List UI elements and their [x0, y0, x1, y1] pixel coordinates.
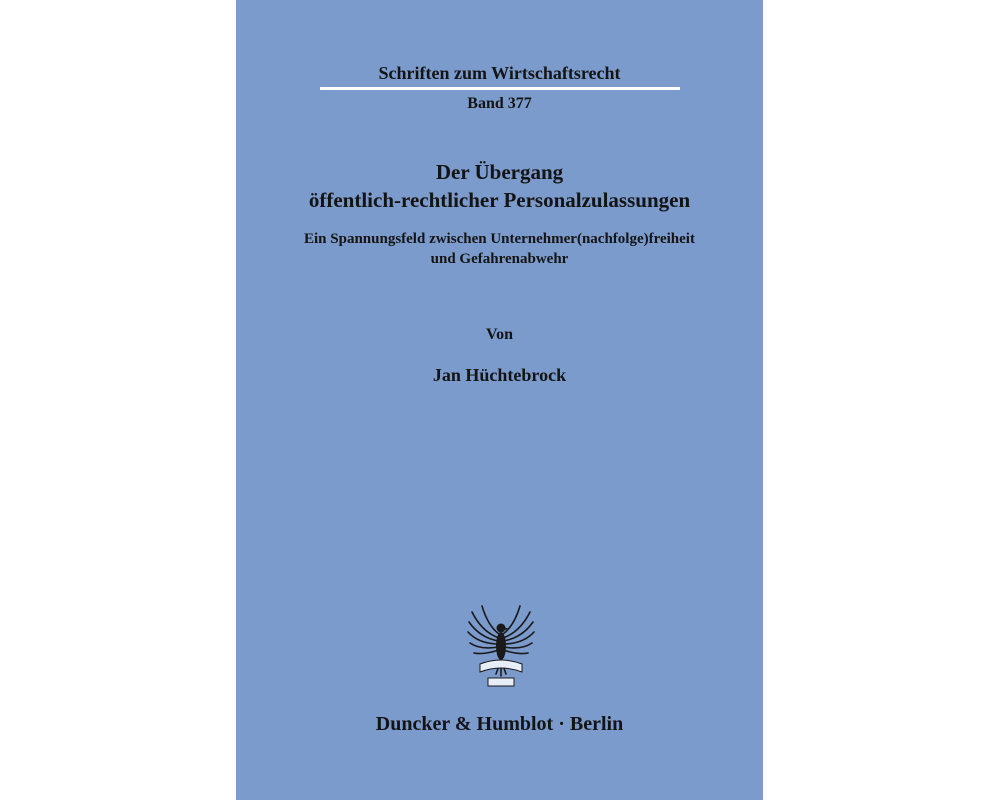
- book-subtitle-line-1: Ein Spannungsfeld zwischen Unternehmer(nachfolge)freiheit: [304, 231, 695, 247]
- publisher-eagle-icon: [466, 598, 536, 690]
- by-label: Von: [486, 326, 513, 343]
- book-cover: [236, 0, 763, 800]
- series-title: Schriften zum Wirtschaftsrecht: [378, 63, 621, 83]
- publisher-imprint: Duncker & Humblot · Berlin: [375, 713, 624, 735]
- volume-number: Band 377: [467, 95, 532, 112]
- book-subtitle-line-2: und Gefahrenabwehr: [430, 251, 569, 267]
- book-title-line-2: öffentlich-rechtlicher Personalzulassungen: [308, 188, 691, 212]
- series-divider: [320, 87, 680, 90]
- author-name: Jan Hüchtebrock: [432, 365, 567, 385]
- book-title-line-1: Der Übergang: [435, 160, 564, 184]
